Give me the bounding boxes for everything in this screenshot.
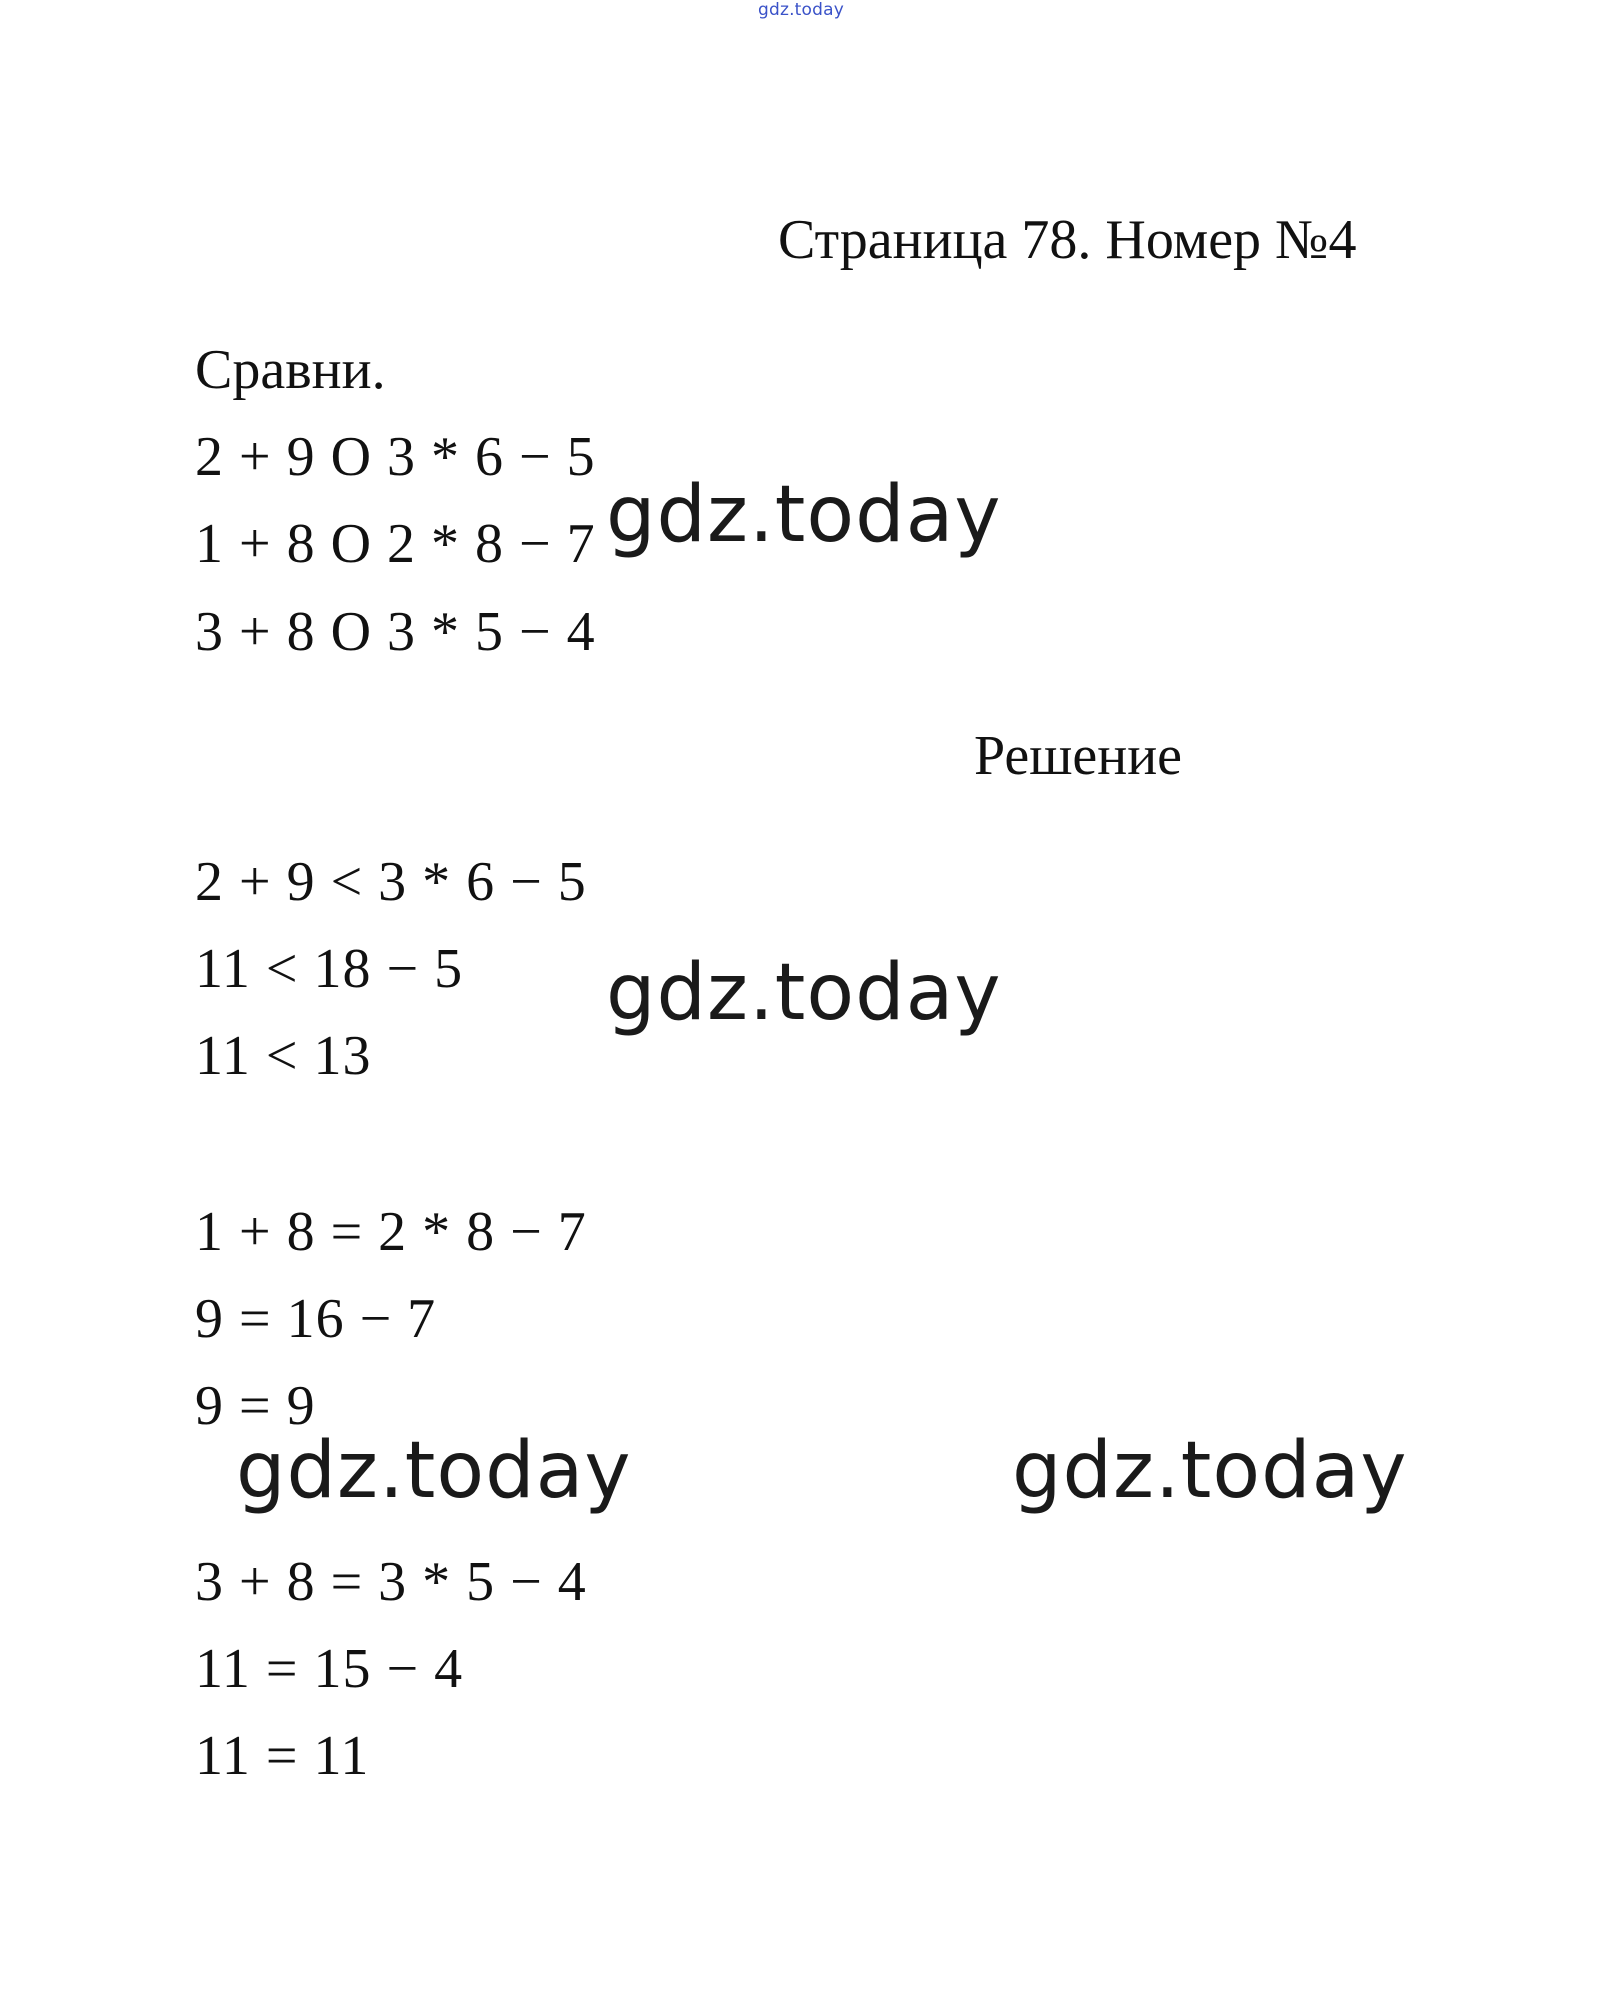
watermark-text: gdz.today [606,470,1002,560]
site-watermark-top: gdz.today [757,0,845,20]
solution-heading: Решение [974,725,1183,787]
solution-line: 9 = 16 − 7 [195,1288,437,1350]
solution-line: 1 + 8 = 2 * 8 − 7 [195,1201,587,1263]
task-expression-2: 1 + 8 O 2 * 8 − 7 [195,513,596,575]
task-expression-3: 3 + 8 O 3 * 5 − 4 [195,601,596,663]
solution-line: 3 + 8 = 3 * 5 − 4 [195,1551,587,1613]
watermark-text: gdz.today [606,948,1002,1038]
solution-line: 11 < 18 − 5 [195,938,464,1000]
solution-line: 2 + 9 < 3 * 6 − 5 [195,851,587,913]
task-expression-1: 2 + 9 O 3 * 6 − 5 [195,426,596,488]
solution-line: 11 = 15 − 4 [195,1638,464,1700]
solution-line: 11 < 13 [195,1025,372,1087]
solution-line: 11 = 11 [195,1725,370,1787]
watermark-text: gdz.today [1012,1426,1408,1516]
task-instruction: Сравни. [195,339,386,401]
solution-line: 9 = 9 [195,1375,316,1437]
page-title: Страница 78. Номер №4 [778,209,1357,271]
watermark-text: gdz.today [236,1426,632,1516]
